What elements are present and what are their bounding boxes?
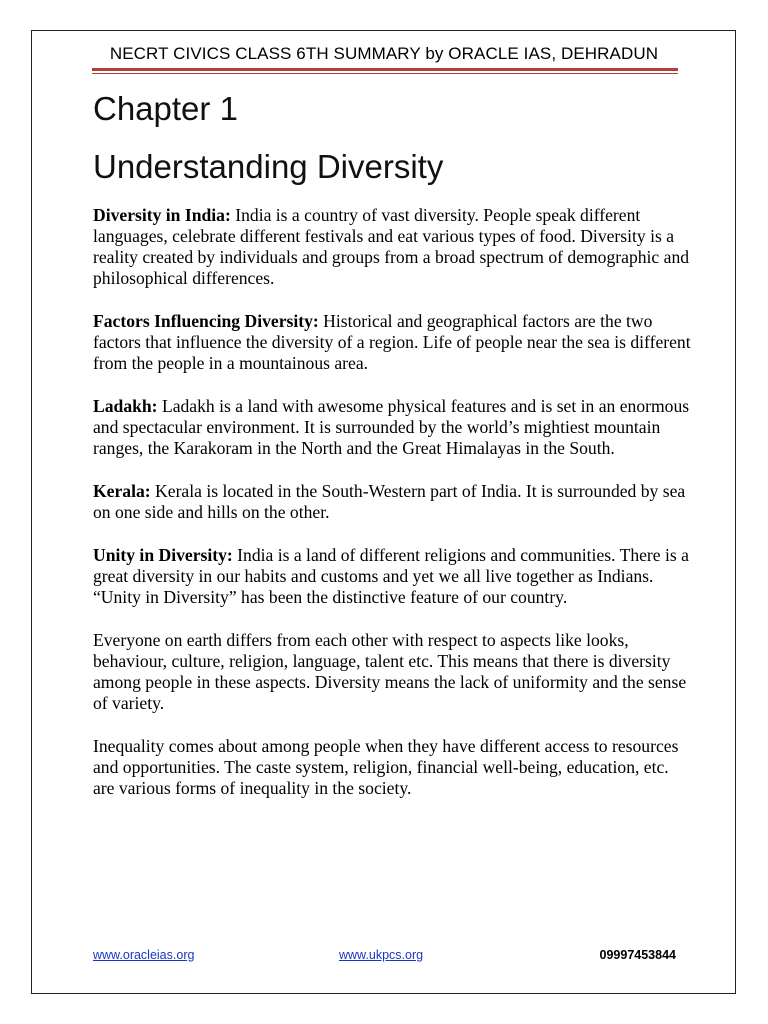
body-content — [93, 205, 693, 821]
footer-link-ukpcs[interactable]: www.ukpcs.org — [339, 948, 424, 962]
paragraph-ladakh — [93, 396, 693, 459]
footer-link-oracleias[interactable]: www.oracleias.org — [93, 948, 195, 962]
header-rule — [92, 68, 678, 71]
paragraph-kerala — [93, 481, 693, 523]
paragraph-text: Ladakh is a land with awesome physical features and is set in an enormous and spectacular environment. It is surrounded by the world’s mightiest mountain ranges, the Karakoram in the North and the Great Himalayas in the South. — [93, 396, 690, 458]
paragraph-text: Everyone on earth differs from each other with respect to aspects like looks, behaviour, culture, religion, language, talent etc. This means that there is diversity among people in these aspects. Diversity means the lack of uniformity and the sense of variety. — [93, 630, 687, 713]
paragraph-factors-influencing-diversity — [93, 311, 693, 374]
chapter-label: Chapter 1 — [93, 90, 238, 127]
paragraph-unity-in-diversity — [93, 545, 693, 608]
paragraph-text: Kerala is located in the South-Western part of India. It is surrounded by sea on one side and hills on the other. — [93, 481, 686, 522]
paragraph-text: India is a land of different religions and communities. There is a great diversity in our habits and customs and yet we all live together as Indians. “Unity in Diversity” has been the distinctive feature of our country. — [93, 545, 689, 607]
paragraph-lead: Kerala: — [93, 481, 151, 501]
page-header: NECRT CIVICS CLASS 6TH SUMMARY by ORACLE IAS, DEHRADUN — [109, 44, 659, 63]
paragraph-lead: Ladakh: — [93, 396, 158, 416]
paragraph-lead: Diversity in India: — [93, 205, 231, 225]
paragraph-text: Inequality comes about among people when they have different access to resources and opportunities. The caste system, religion, financial well-being, education, etc. are various forms of inequality in the society. — [93, 736, 679, 798]
paragraph-diversity-in-india — [93, 205, 693, 289]
header-rule-thin — [92, 73, 678, 74]
paragraph-lead: Unity in Diversity: — [93, 545, 233, 565]
page-footer — [93, 948, 676, 966]
paragraph-inequality — [93, 736, 693, 799]
paragraph-text: Historical and geographical factors are the two factors that influence the diversity of a region. Life of people near the sea is different from the people in a mountainous area. — [93, 311, 691, 373]
document-title: Understanding Diversity — [93, 148, 444, 185]
footer-phone-number: 09997453844 — [599, 948, 676, 962]
paragraph-lead: Factors Influencing Diversity: — [93, 311, 319, 331]
paragraph-everyone-differs — [93, 630, 693, 714]
paragraph-text: India is a country of vast diversity. People speak different languages, celebrate different festivals and eat various types of food. Diversity is a reality created by individuals and groups from a broad spectrum of demographic and philosophical differences. — [93, 205, 690, 288]
